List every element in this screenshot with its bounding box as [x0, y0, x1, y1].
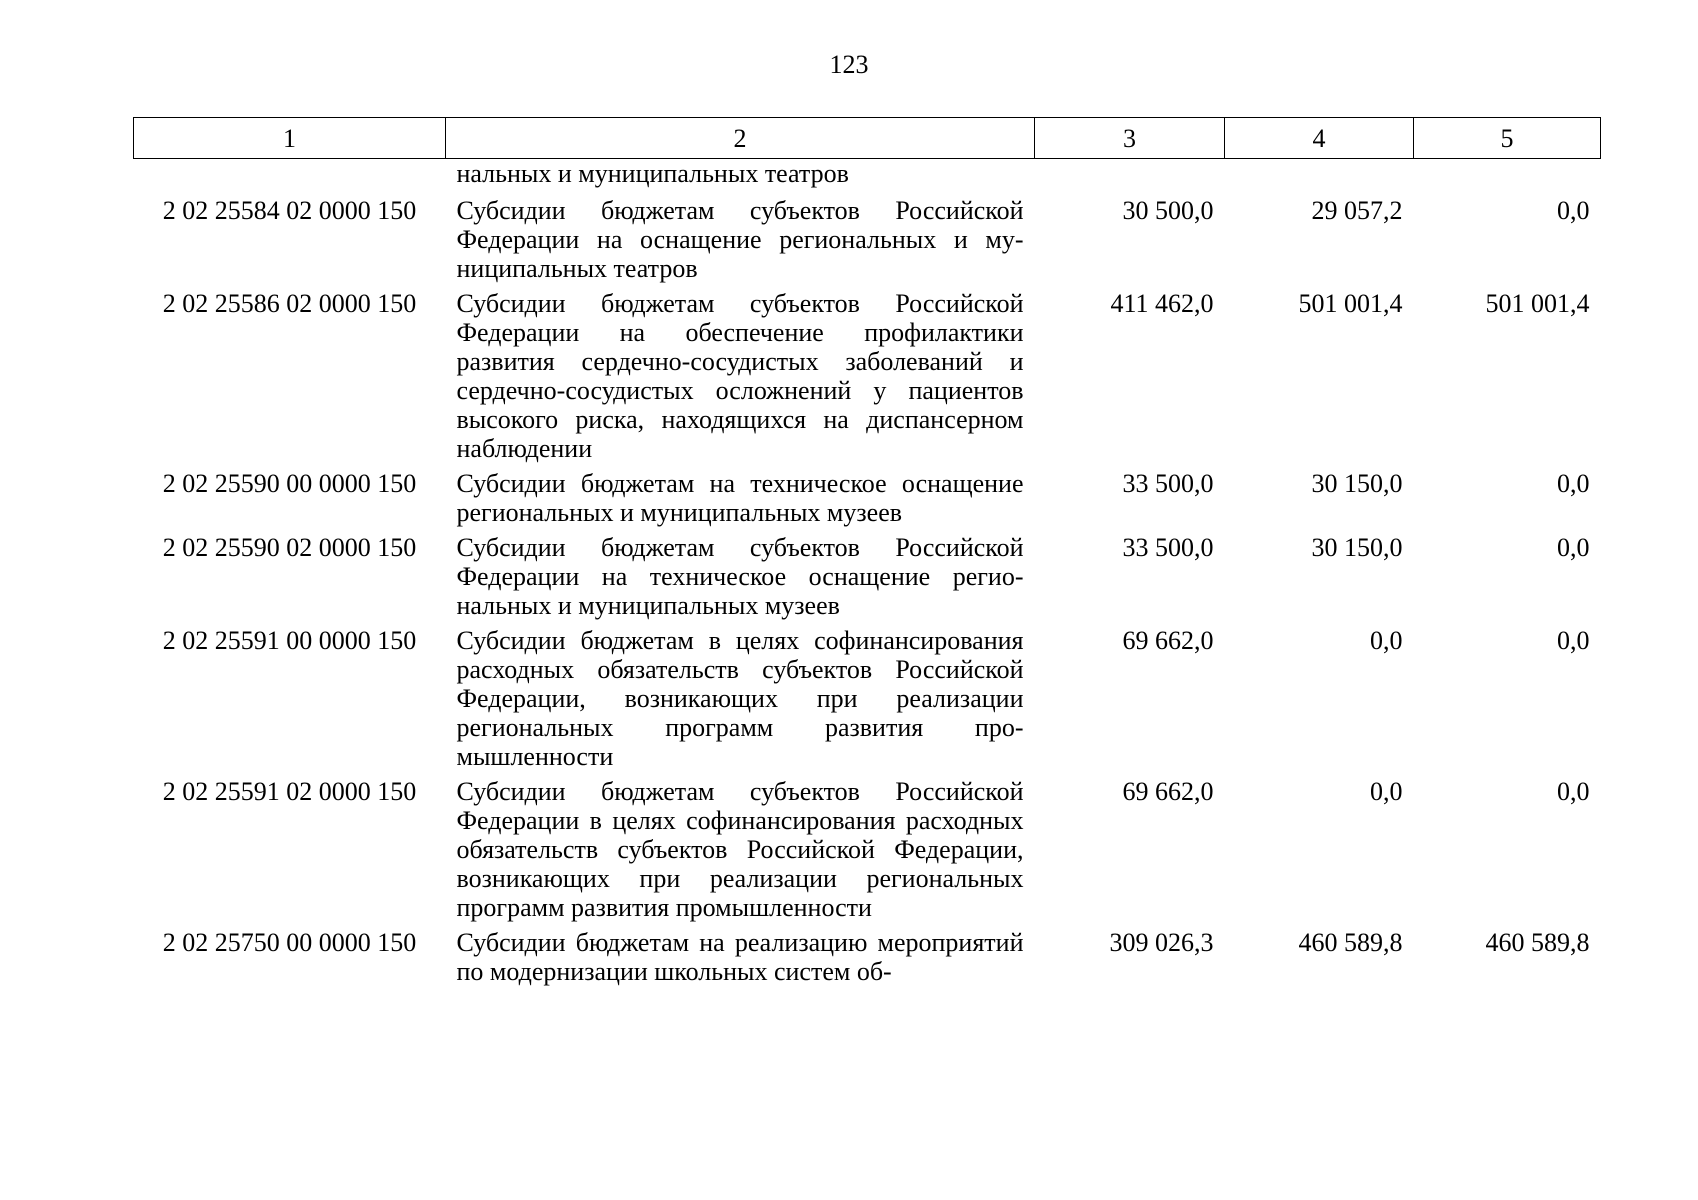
page-number: 123	[829, 50, 869, 79]
amount-col4: 0,0	[1370, 777, 1403, 806]
amount-col5: 501 001,4	[1485, 289, 1590, 318]
row-description: Субсидии бюджетам субъектов Российской Федерации в целях софинансирования расходных обязательств субъектов Российской Федерации, возникающих при реализации региональных программ развития промышленности	[456, 777, 1024, 922]
column-header-3: 3	[1035, 118, 1225, 159]
row-description: Субсидии бюджетам субъектов Российской Федерации на техническое оснащение региональных и муниципальных музеев	[456, 533, 1024, 620]
continuation-description: нальных и муниципальных театров	[456, 159, 849, 188]
budget-code: 2 02 25590 00 0000 150	[162, 469, 417, 498]
budget-code: 2 02 25591 00 0000 150	[162, 626, 417, 655]
column-header-1: 1	[134, 118, 446, 159]
table-header-row	[134, 118, 1601, 159]
amount-col4: 0,0	[1370, 626, 1403, 655]
row-description: Субсидии бюджетам на техническое оснащение региональных и муниципальных музеев	[456, 469, 1024, 527]
amount-col3: 309 026,3	[1109, 928, 1214, 957]
row-description: Субсидии бюджетам на реализацию мероприятий по модернизации школьных систем об-	[456, 928, 1024, 986]
continuation-code-cell	[134, 159, 446, 197]
budget-code: 2 02 25590 02 0000 150	[162, 533, 417, 562]
amount-col3: 411 462,0	[1110, 289, 1214, 318]
amount-col5: 0,0	[1557, 777, 1590, 806]
amount-col4: 29 057,2	[1311, 196, 1403, 225]
column-header-2: 2	[446, 118, 1035, 159]
table-row	[134, 469, 1601, 533]
column-header-4: 4	[1225, 118, 1414, 159]
table-row	[134, 777, 1601, 928]
table-row	[134, 626, 1601, 777]
amount-col5: 0,0	[1557, 626, 1590, 655]
column-header-5: 5	[1414, 118, 1601, 159]
amount-col3: 30 500,0	[1122, 196, 1214, 225]
amount-col3: 69 662,0	[1122, 626, 1214, 655]
budget-code: 2 02 25750 00 0000 150	[162, 928, 417, 957]
amount-col4: 30 150,0	[1311, 533, 1403, 562]
amount-col5: 0,0	[1557, 196, 1590, 225]
amount-col5: 460 589,8	[1485, 928, 1590, 957]
budget-code: 2 02 25591 02 0000 150	[162, 777, 417, 806]
amount-col3: 33 500,0	[1122, 469, 1214, 498]
budget-code: 2 02 25584 02 0000 150	[162, 196, 417, 225]
budget-table	[133, 117, 1601, 992]
budget-code: 2 02 25586 02 0000 150	[162, 289, 417, 318]
table-row	[134, 289, 1601, 469]
amount-col4: 460 589,8	[1298, 928, 1403, 957]
table-row	[134, 928, 1601, 992]
row-description: Субсидии бюджетам субъектов Российской Федерации на оснащение региональных и муниципальных театров	[456, 196, 1024, 283]
table-row	[134, 533, 1601, 626]
continuation-row	[134, 159, 1601, 197]
amount-col3: 33 500,0	[1122, 533, 1214, 562]
amount-col5: 0,0	[1557, 469, 1590, 498]
amount-col3: 69 662,0	[1122, 777, 1214, 806]
amount-col4: 501 001,4	[1298, 289, 1403, 318]
row-description: Субсидии бюджетам субъектов Российской Федерации на обеспечение профилактики развития сердечно-сосудистых заболеваний и сердечно-сосудистых осложнений у пациентов высокого риска, находящихся на диспансерном наблюдении	[456, 289, 1024, 463]
amount-col5: 0,0	[1557, 533, 1590, 562]
row-description: Субсидии бюджетам в целях софинансирования расходных обязательств субъектов Российской Федерации, возникающих при реализации региональных программ развития промышленности	[456, 626, 1024, 771]
amount-col4: 30 150,0	[1311, 469, 1403, 498]
table-row	[134, 196, 1601, 289]
